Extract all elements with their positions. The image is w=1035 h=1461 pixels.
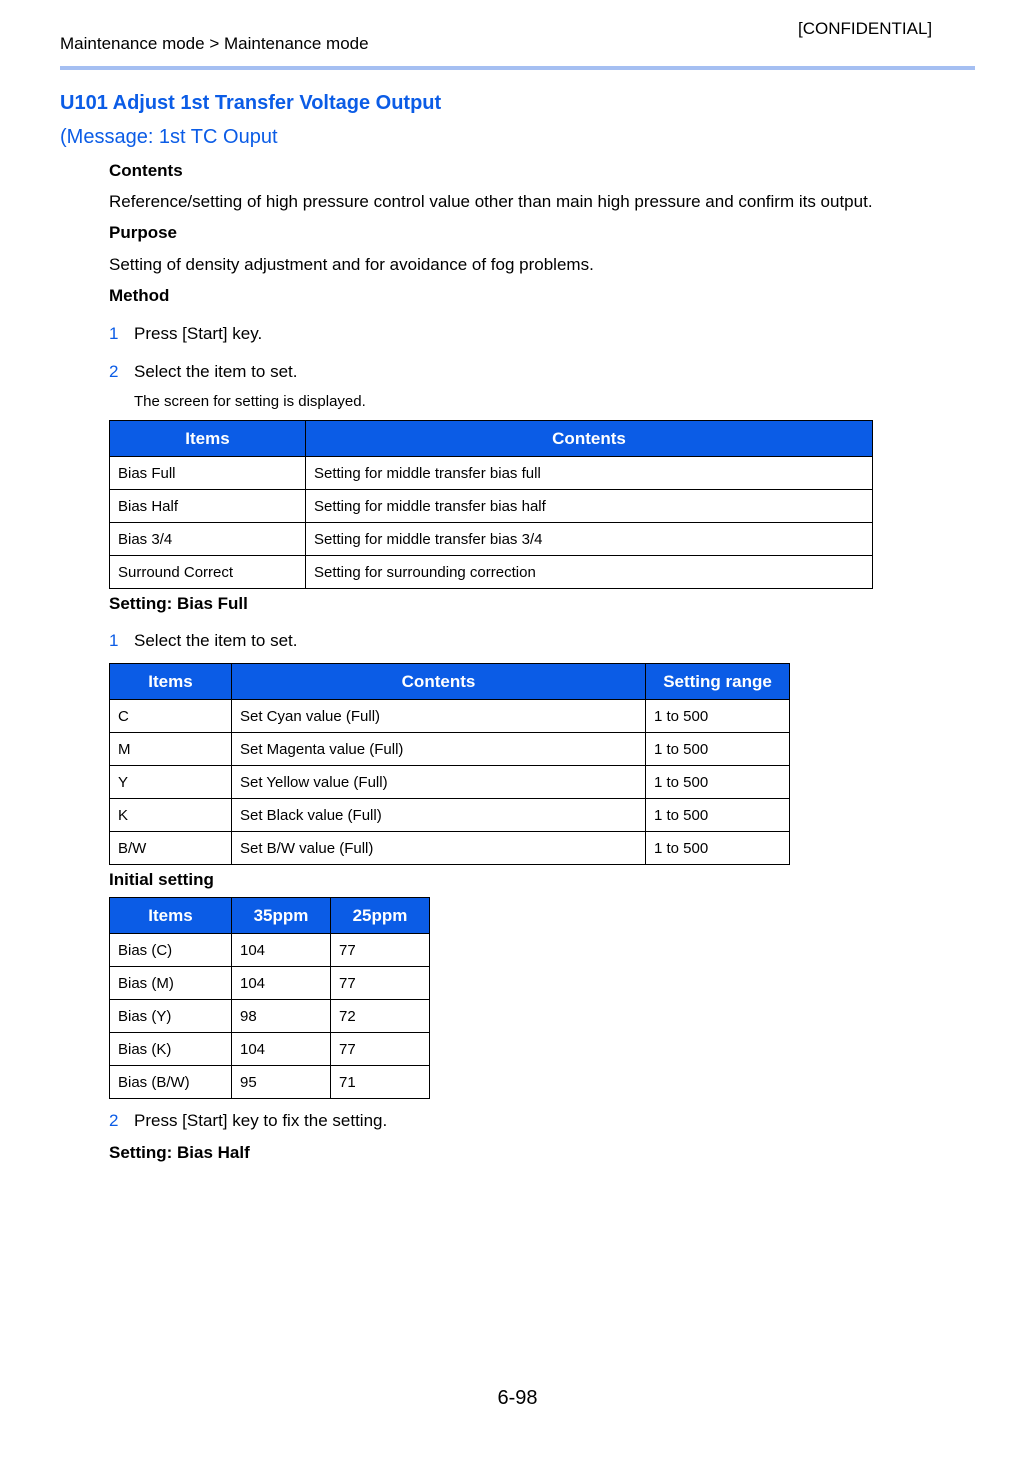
table-row bbox=[110, 556, 873, 589]
table-row bbox=[110, 799, 790, 832]
table-row bbox=[110, 733, 790, 766]
table-header-row bbox=[110, 421, 873, 457]
table-row bbox=[110, 766, 790, 799]
column-header: 25ppm bbox=[331, 898, 430, 934]
table-cell: 77 bbox=[331, 1033, 430, 1066]
table-cell: 71 bbox=[331, 1066, 430, 1099]
column-header: Items bbox=[110, 664, 232, 700]
table-row bbox=[110, 1066, 430, 1099]
table-row bbox=[110, 967, 430, 1000]
table-cell: 1 to 500 bbox=[646, 700, 790, 733]
table-cell: 1 to 500 bbox=[646, 832, 790, 865]
table-header-row bbox=[110, 898, 430, 934]
table-cell: Setting for surrounding correction bbox=[306, 556, 873, 589]
initial-setting-table bbox=[109, 897, 430, 1099]
step-number: 1 bbox=[109, 631, 119, 650]
table-cell: M bbox=[110, 733, 232, 766]
table-cell: Bias Half bbox=[110, 490, 306, 523]
table-cell: Bias (Y) bbox=[110, 1000, 232, 1033]
table-cell: Surround Correct bbox=[110, 556, 306, 589]
table-cell: Setting for middle transfer bias full bbox=[306, 457, 873, 490]
step-text: Press [Start] key. bbox=[134, 324, 263, 343]
table-header-row bbox=[110, 664, 790, 700]
table-cell: 1 to 500 bbox=[646, 766, 790, 799]
column-header: Setting range bbox=[646, 664, 790, 700]
setting-bias-full-heading: Setting: Bias Full bbox=[109, 594, 248, 613]
table-cell: 104 bbox=[232, 934, 331, 967]
table-cell: Bias (M) bbox=[110, 967, 232, 1000]
table-cell: B/W bbox=[110, 832, 232, 865]
page-title: U101 Adjust 1st Transfer Voltage Output bbox=[60, 92, 442, 114]
table-row bbox=[110, 832, 790, 865]
contents-text: Reference/setting of high pressure control value other than main high pressure and confirm its output. bbox=[109, 192, 873, 211]
table-row bbox=[110, 700, 790, 733]
table-cell: 95 bbox=[232, 1066, 331, 1099]
table-cell: 77 bbox=[331, 967, 430, 1000]
header-divider bbox=[60, 66, 975, 70]
table-row bbox=[110, 1000, 430, 1033]
table-cell: 1 to 500 bbox=[646, 799, 790, 832]
table-cell: Setting for middle transfer bias 3/4 bbox=[306, 523, 873, 556]
initial-setting-heading: Initial setting bbox=[109, 870, 214, 889]
column-header: 35ppm bbox=[232, 898, 331, 934]
bias-full-table bbox=[109, 663, 790, 865]
step-number: 2 bbox=[109, 362, 119, 381]
table-cell: Bias (B/W) bbox=[110, 1066, 232, 1099]
table-cell: Set Black value (Full) bbox=[232, 799, 646, 832]
step-number: 1 bbox=[109, 324, 119, 343]
table-cell: 72 bbox=[331, 1000, 430, 1033]
table-cell: Bias Full bbox=[110, 457, 306, 490]
table-cell: C bbox=[110, 700, 232, 733]
column-header: Items bbox=[110, 898, 232, 934]
step-text: Select the item to set. bbox=[134, 362, 298, 381]
column-header: Items bbox=[110, 421, 306, 457]
table-cell: Bias 3/4 bbox=[110, 523, 306, 556]
table-cell: Bias (C) bbox=[110, 934, 232, 967]
column-header: Contents bbox=[232, 664, 646, 700]
contents-heading: Contents bbox=[109, 161, 183, 180]
step-number: 2 bbox=[109, 1111, 119, 1130]
step-note: The screen for setting is displayed. bbox=[134, 393, 366, 410]
table-row bbox=[110, 523, 873, 556]
table-cell: Set Cyan value (Full) bbox=[232, 700, 646, 733]
step-text: Press [Start] key to fix the setting. bbox=[134, 1111, 388, 1130]
method-heading: Method bbox=[109, 286, 170, 305]
setting-bias-half-heading: Setting: Bias Half bbox=[109, 1143, 250, 1162]
purpose-text: Setting of density adjustment and for avoidance of fog problems. bbox=[109, 255, 594, 274]
table-cell: Set Magenta value (Full) bbox=[232, 733, 646, 766]
table-cell: Set Yellow value (Full) bbox=[232, 766, 646, 799]
table-cell: 104 bbox=[232, 1033, 331, 1066]
table-row bbox=[110, 490, 873, 523]
table-cell: 98 bbox=[232, 1000, 331, 1033]
table-row bbox=[110, 1033, 430, 1066]
table-cell: Set B/W value (Full) bbox=[232, 832, 646, 865]
table-cell: 1 to 500 bbox=[646, 733, 790, 766]
table-cell: Bias (K) bbox=[110, 1033, 232, 1066]
purpose-heading: Purpose bbox=[109, 223, 178, 242]
table-cell: Setting for middle transfer bias half bbox=[306, 490, 873, 523]
items-table bbox=[109, 420, 873, 589]
table-cell: 77 bbox=[331, 934, 430, 967]
breadcrumb: Maintenance mode > Maintenance mode bbox=[60, 34, 369, 53]
table-cell: 104 bbox=[232, 967, 331, 1000]
column-header: Contents bbox=[306, 421, 873, 457]
table-cell: K bbox=[110, 799, 232, 832]
page-subtitle: (Message: 1st TC Ouput bbox=[60, 126, 278, 148]
step-text: Select the item to set. bbox=[134, 631, 298, 650]
table-cell: Y bbox=[110, 766, 232, 799]
confidential-label: [CONFIDENTIAL] bbox=[798, 19, 933, 38]
table-row bbox=[110, 457, 873, 490]
page-number: 6-98 bbox=[497, 1387, 538, 1409]
table-row bbox=[110, 934, 430, 967]
